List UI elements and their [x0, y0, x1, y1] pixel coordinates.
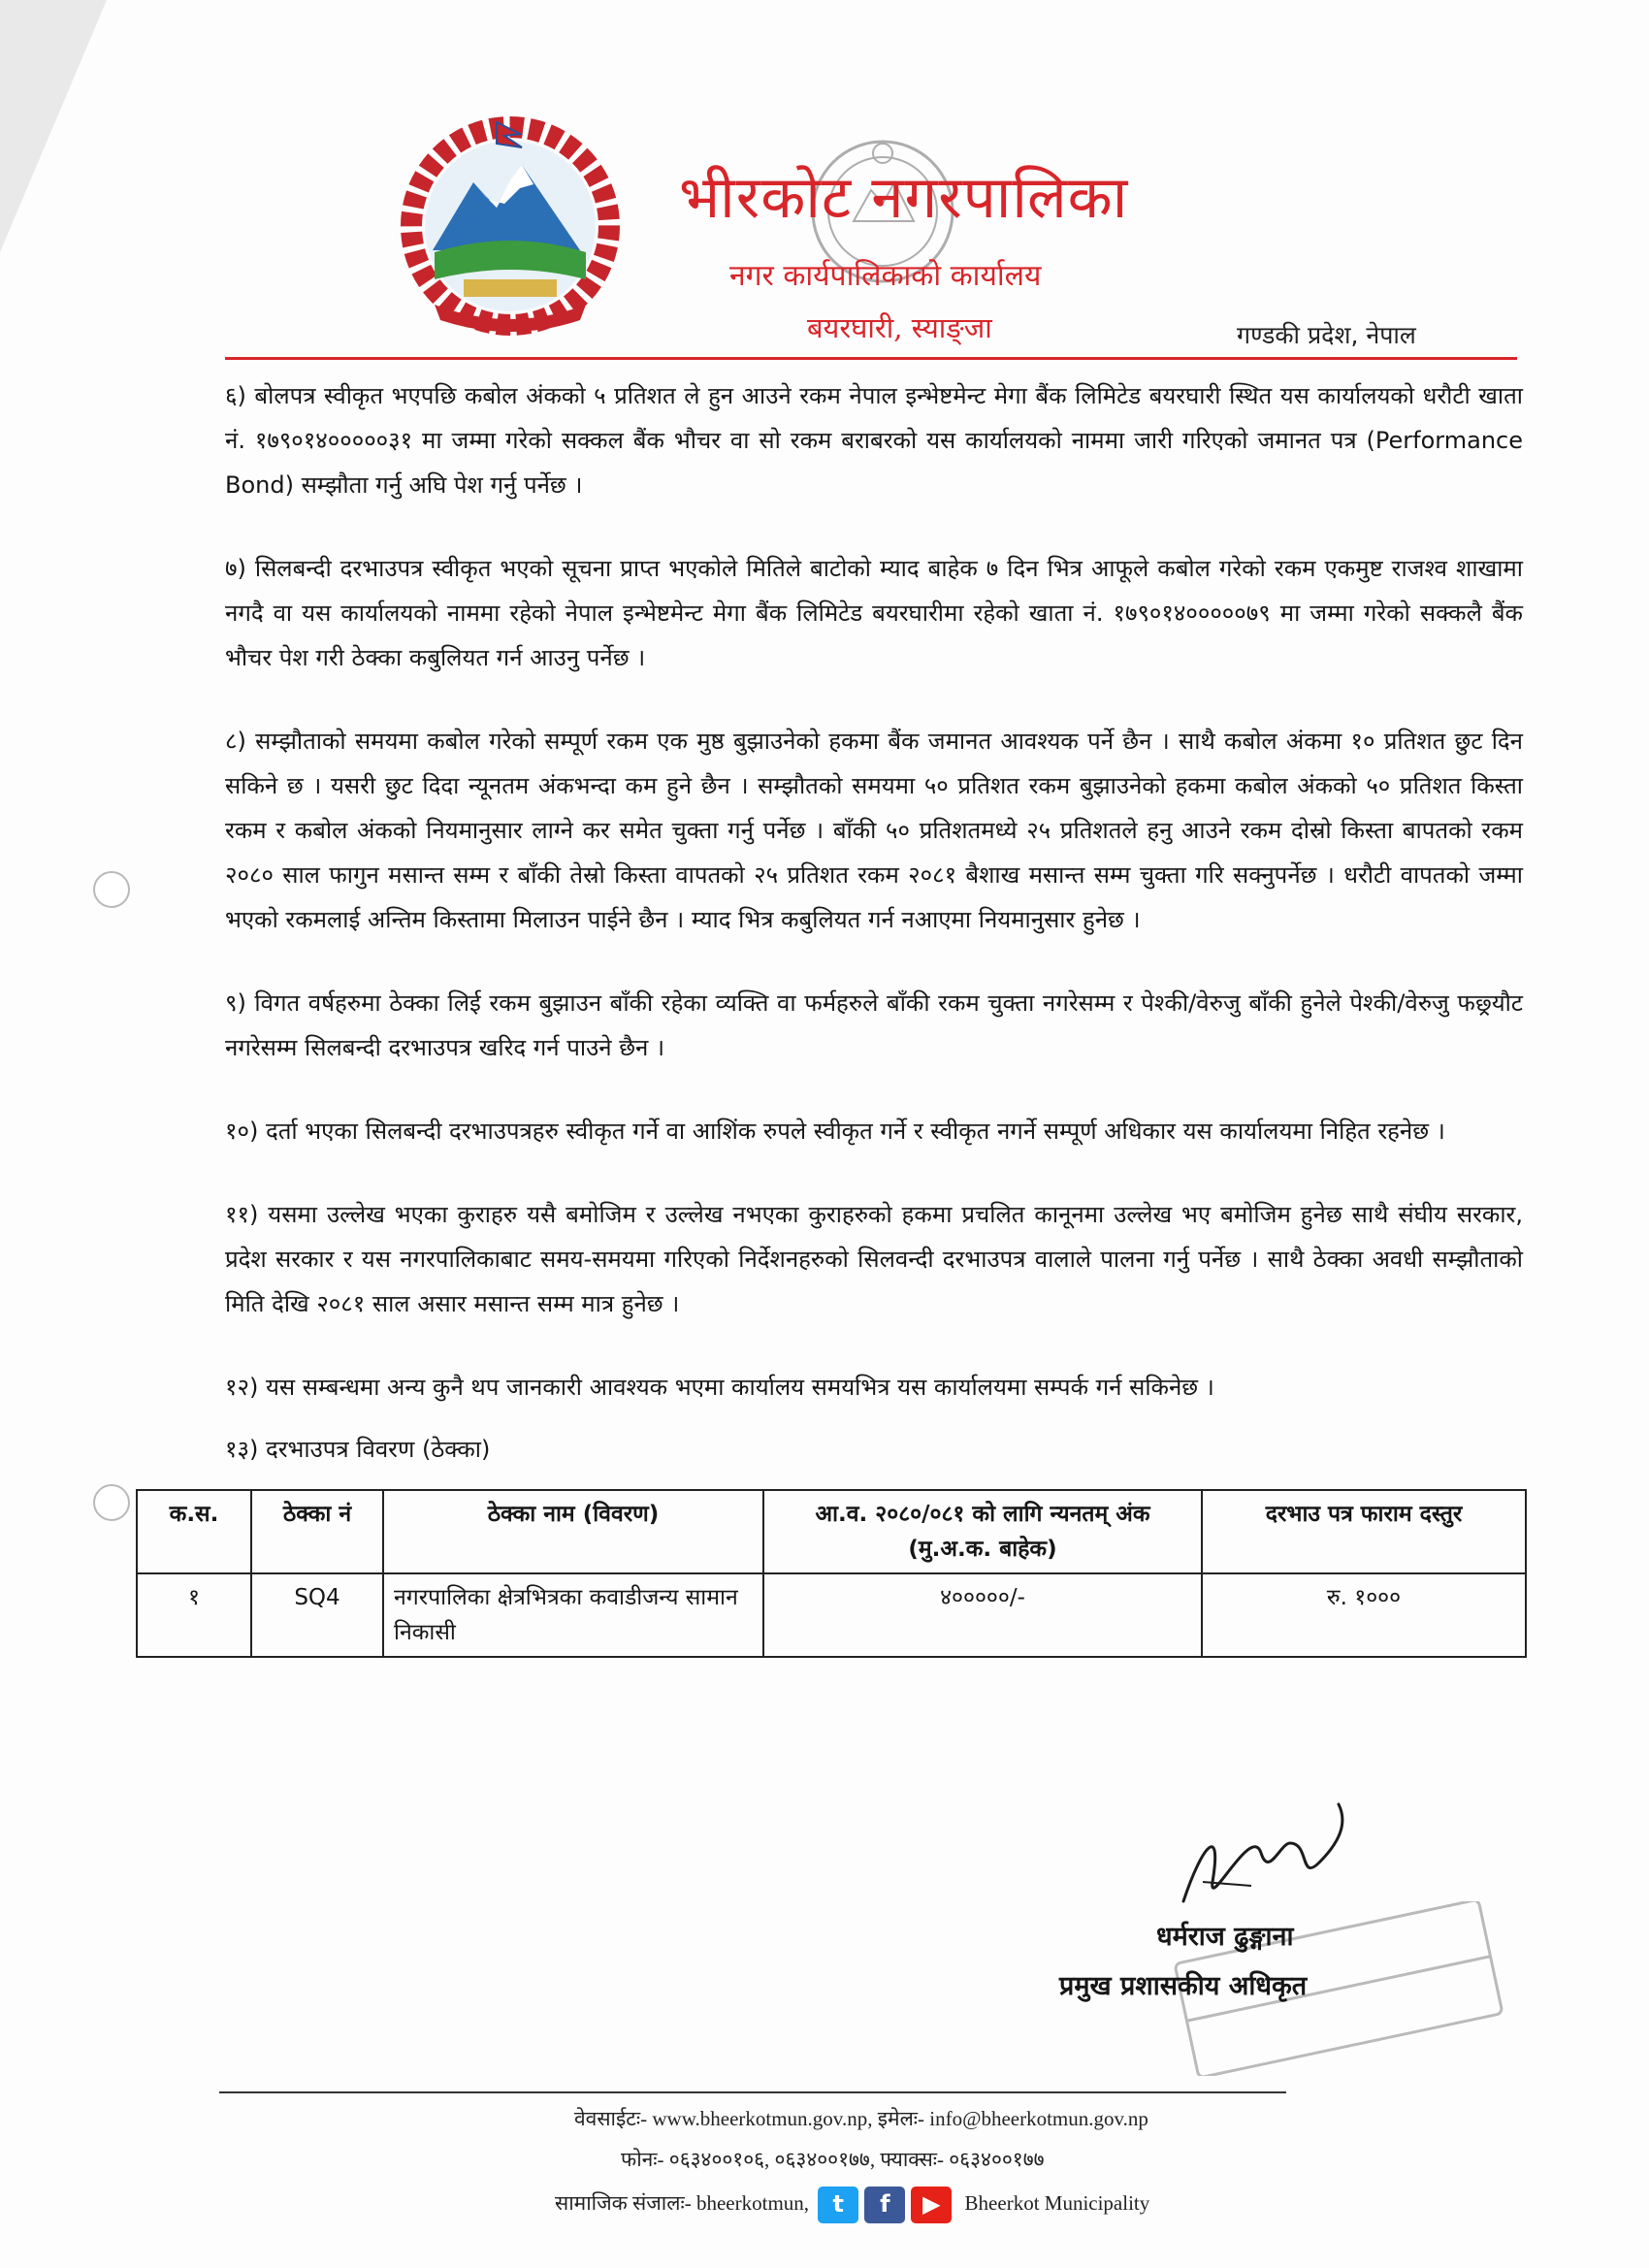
clause-10: १०) दर्ता भएका सिलबन्दी दरभाउपत्रहरु स्वीकृत गर्ने वा आशिंक रुपले स्वीकृत गर्ने र स्वीकृत नगर्ने सम्पूर्ण अधिकार यस कार्यालयमा निहित रहनेछ ।: [225, 1118, 1445, 1145]
header-form-fee: दरभाउ पत्र फाराम दस्तुर: [1202, 1490, 1526, 1573]
facebook-page-name[interactable]: Bheerkot Municipality: [964, 2190, 1150, 2215]
fax-label: फ्याक्सः-: [880, 2148, 945, 2171]
table-header-row: [137, 1490, 1526, 1573]
header-contract-name: ठेक्का नाम (विवरण): [383, 1490, 763, 1573]
office-name: नगर कार्यपालिकाको कार्यालय: [729, 259, 1042, 293]
nepal-emblem-icon: [396, 114, 625, 338]
footer-social-line: [555, 2187, 1149, 2223]
letterhead-divider: [225, 357, 1517, 360]
twitter-icon[interactable]: t: [818, 2187, 858, 2223]
clause-9: ९) विगत वर्षहरुमा ठेक्का लिई रकम बुझाउन बाँकी रहेका व्यक्ति वा फर्महरुले बाँकी रकम चुक्ता नगरेसम्म र पेश्की/वेरुजु बाँकी हुनेले पेश्की/वेरुजु फछ्र्यौट नगरेसम्म सिलबन्दी दरभाउपत्र खरिद गर्न पाउने छैन ।: [225, 989, 1523, 1061]
footer-divider: [219, 2091, 1286, 2093]
tender-table: [136, 1489, 1527, 1658]
cell-form-fee: रु. १०००: [1202, 1573, 1526, 1657]
cell-contract-name: नगरपालिका क्षेत्रभित्रका कवाडीजन्य सामान निकासी: [383, 1573, 763, 1657]
clause-6: ६) बोलपत्र स्वीकृत भएपछि कबोल अंकको ५ प्रतिशत ले हुन आउने रकम नेपाल इन्भेष्टमेन्ट मेगा बैंक लिमिटेड बयरघारी स्थित यस कार्यालयको धरौटी खाता नं. १७९०१४०००००३१ मा जम्मा गरेको सक्कल बैंक भौचर वा सो रकम बराबरको यस कार्यालयको नाममा जारी गरिएको जमानत पत्र (Performance Bond) सम्झौता गर्नु अघि पेश गर्नु पर्नेछ ।: [225, 382, 1523, 499]
signatory-name: धर्मराज ढुङ्गाना: [1156, 1922, 1294, 1952]
cell-serial: १: [137, 1573, 251, 1657]
footer-phone-line: [621, 2146, 1045, 2173]
phone-label: फोनः-: [621, 2148, 664, 2171]
social-label: सामाजिक संजालः-: [555, 2190, 692, 2215]
letterhead: [0, 0, 1649, 369]
clause-8: ८) सम्झौताको समयमा कबोल गरेको सम्पूर्ण रकम एक मुष्ठ बुझाउनेको हकमा बैंक जमानत आवश्यक पर्ने छैन । साथै कबोल अंकमा १० प्रतिशत छुट दिन सकिने छ । यसरी छुट दिदा न्यूनतम अंकभन्दा कम हुने छैन । सम्झौतको समयमा ५० प्रतिशत रकम बुझाउनेको हकमा कबोल अंकको ५० प्रतिशत किस्ता रकम र कबोल अंकको नियमानुसार लाग्ने कर समेत चुक्ता गर्नु पर्नेछ । बाँकी ५० प्रतिशतमध्ये २५ प्रतिशतले हनु आउने रकम दोस्रो किस्ता बापतको रकम २०८० साल फागुन मसान्त सम्म र बाँकी तेस्रो किस्ता वापतको २५ प्रतिशत रकम २०८१ बैशाख मसान्त सम्म चुक्ता गरि सक्नुपर्नेछ । धरौटी वापतको जम्मा भएको रकमलाई अन्तिम किस्तामा मिलाउन पाईने छैन । म्याद भित्र कबुलियत गर्न नआएमा नियमानुसार हुनेछ ।: [225, 728, 1523, 933]
clause-7: ७) सिलबन्दी दरभाउपत्र स्वीकृत भएको सूचना प्राप्त भएकोले मितिले बाटोको म्याद बाहेक ७ दिन भित्र आफूले कबोल गरेको रकम एकमुष्ट राजश्व शाखामा नगदै वा यस कार्यालयको नाममा रहेको नेपाल इन्भेष्टमेन्ट मेगा बैंक लिमिटेड बयरघारीमा रहेको खाता नं. १७९०१४०००००७९ मा जम्मा गरेको सक्कलै बैंक भौचर पेश गरी ठेक्का कबुलियत गर्न आउनु पर्नेछ ।: [225, 555, 1523, 671]
notice-body: [169, 373, 1523, 1658]
clause-13-heading: १३) दरभाउपत्र विवरण (ठेक्का): [225, 1436, 491, 1463]
province-label: गण्डकी प्रदेश, नेपाल: [1237, 321, 1416, 349]
office-address: बयरघारी, स्याङ्जा: [807, 311, 992, 344]
facebook-icon[interactable]: f: [864, 2187, 905, 2223]
email-link[interactable]: info@bheerkotmun.gov.np: [929, 2107, 1148, 2130]
website-link[interactable]: www.bheerkotmun.gov.np,: [652, 2107, 873, 2130]
fax-number: ०६३४००१७७: [949, 2148, 1045, 2171]
punch-hole-bottom: [93, 1484, 130, 1521]
clause-11: ११) यसमा उल्लेख भएका कुराहरु यसै बमोजिम र उल्लेख नभएका कुराहरुको हकमा प्रचलित कानूनमा उल्लेख भए बमोजिम हुनेछ साथै संघीय सरकार, प्रदेश सरकार र यस नगरपालिकाबाट समय-समयमा गरिएको निर्देशनहरुको सिलवन्दी दरभाउपत्र वालाले पालना गर्नु पर्नेछ । साथै ठेक्का अवधी सम्झौताको मिति देखि २०८१ साल असार मसान्त सम्म मात्र हुनेछ ।: [225, 1201, 1523, 1317]
footer-web-line: [574, 2105, 1148, 2132]
header-contract-no: ठेक्का नं: [251, 1490, 383, 1573]
phone-numbers: ०६३४००१०६, ०६३४००१७७,: [668, 2148, 876, 2171]
header-serial: क.स.: [137, 1490, 251, 1573]
cell-contract-no: SQ4: [251, 1573, 383, 1657]
email-label: इमेलः-: [877, 2107, 925, 2130]
signatory-title: प्रमुख प्रशासकीय अधिकृत: [1059, 1971, 1308, 2001]
social-handle[interactable]: bheerkotmun,: [695, 2190, 810, 2215]
website-label: वेवसाईटः-: [574, 2107, 648, 2130]
table-row: [137, 1573, 1526, 1657]
header-minimum-amount: आ.व. २०८०/०८१ को लागि न्यनतम् अंक (मु.अ.क. बाहेक): [763, 1490, 1202, 1573]
punch-hole-top: [93, 871, 130, 908]
cell-minimum-amount: ४०००००/-: [763, 1573, 1202, 1657]
clause-12: १२) यस सम्बन्धमा अन्य कुनै थप जानकारी आवश्यक भएमा कार्यालय समयभित्र यस कार्यालयमा सम्पर्क गर्न सकिनेछ ।: [225, 1374, 1214, 1401]
youtube-icon[interactable]: ▶: [911, 2187, 952, 2223]
organization-name: भीरकोट नगरपालिका: [679, 164, 1129, 232]
